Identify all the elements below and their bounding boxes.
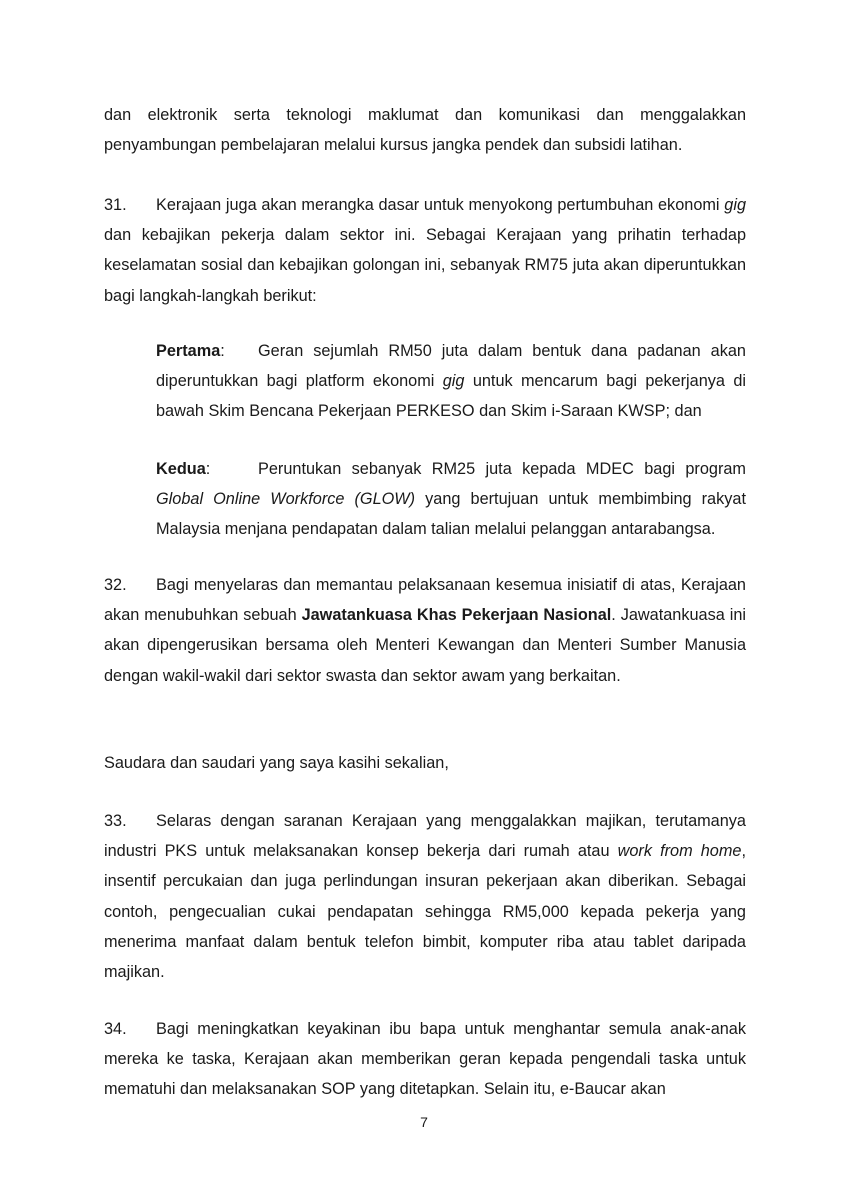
paragraph-number: 34.	[104, 1020, 127, 1038]
paragraph-number: 31.	[104, 196, 127, 214]
paragraph-33	[104, 806, 746, 987]
paragraph-text: dan elektronik serta teknologi maklumat dan komunikasi dan menggalakkan penyambungan pembelajaran melalui kursus jangka pendek dan subsidi latihan.	[104, 106, 746, 155]
paragraph-31	[104, 190, 746, 311]
paragraph-text: Peruntukan sebanyak RM25 juta kepada MDEC bagi program	[258, 460, 746, 478]
salutation	[104, 748, 746, 778]
item-kedua	[156, 454, 746, 545]
bold-term: Jawatankuasa Khas Pekerjaan Nasional	[301, 606, 612, 625]
paragraph-text: yang bertujuan untuk membimbing rakyat Malaysia menjana pendapatan dalam talian melalui pelanggan antarabangsa.	[156, 490, 746, 539]
italic-term: Global Online Workforce (GLOW)	[156, 490, 416, 509]
paragraph-text: Bagi meningkatkan keyakinan ibu bapa untuk menghantar semula anak-anak mereka ke taska, Kerajaan akan memberikan geran kepada pengendali taska untuk mematuhi dan melaksanakan SOP yang ditetapkan. Selain itu, e-Baucar akan	[104, 1020, 746, 1099]
italic-term: gig	[724, 196, 746, 214]
item-label-colon: :	[220, 342, 225, 360]
paragraph-34	[104, 1014, 746, 1105]
item-pertama	[156, 336, 746, 427]
paragraph-text: . Jawatankuasa ini akan dipengerusikan bersama oleh Menteri Kewangan dan Menteri Sumber Manusia dengan wakil-wakil dari sektor swasta dan sektor awam yang berkaitan.	[104, 606, 746, 685]
paragraph-32	[104, 570, 746, 691]
paragraph-text: Bagi menyelaras dan memantau pelaksanaan kesemua inisiatif di atas, Kerajaan akan menubuhkan sebuah	[104, 576, 746, 625]
paragraph-text: untuk mencarum bagi pekerjanya di bawah Skim Bencana Pekerjaan PERKESO dan Skim i-Saraan KWSP; dan	[156, 372, 746, 421]
item-label-colon: :	[205, 460, 211, 478]
item-label-text: Kedua	[156, 460, 206, 478]
paragraph-text: Geran sejumlah RM50 juta dalam bentuk dana padanan akan diperuntukkan bagi platform ekonomi	[156, 342, 746, 391]
paragraph-text: Selaras dengan saranan Kerajaan yang menggalakkan majikan, terutamanya industri PKS untuk melaksanakan konsep bekerja dari rumah atau	[104, 812, 746, 861]
item-label	[156, 336, 258, 366]
paragraph-text: , insentif percukaian dan juga perlindungan insuran pekerjaan akan diberikan. Sebagai contoh, pengecualian cukai pendapatan sehingga RM5,000 kepada pekerja yang menerima manfaat dalam bentuk telefon bimbit, komputer riba atau tablet daripada majikan.	[104, 842, 746, 982]
italic-term: work from home	[617, 842, 742, 861]
paragraph-continuation	[104, 100, 746, 160]
paragraph-text: dan kebajikan pekerja dalam sektor ini. Sebagai Kerajaan yang prihatin terhadap keselamatan sosial dan kebajikan golongan ini, sebanyak RM75 juta akan diperuntukkan bagi langkah-langkah berikut:	[104, 226, 746, 305]
item-label	[156, 454, 258, 484]
paragraph-number: 33.	[104, 812, 127, 830]
page-number: 7	[420, 1114, 428, 1130]
item-label-text: Pertama	[156, 342, 221, 360]
paragraph-number: 32.	[104, 576, 127, 594]
italic-term: gig	[442, 372, 465, 391]
paragraph-text: Kerajaan juga akan merangka dasar untuk menyokong pertumbuhan ekonomi	[156, 196, 725, 214]
salutation-text: Saudara dan saudari yang saya kasihi sekalian,	[104, 754, 449, 772]
